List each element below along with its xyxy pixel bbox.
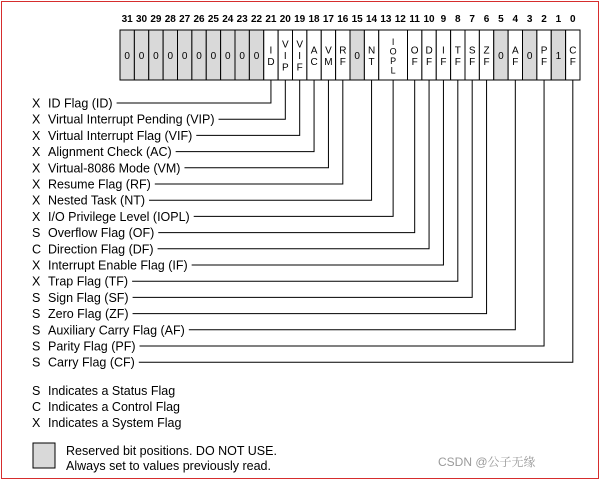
flag-name: Auxiliary Carry Flag (AF) [48, 323, 185, 338]
reserved-note-line1: Reserved bit positions. DO NOT USE. [66, 444, 277, 458]
bit-number: 23 [236, 14, 248, 25]
legend-code: X [32, 416, 41, 430]
flag-type-code: X [32, 274, 41, 289]
flag-name: Direction Flag (DF) [48, 242, 154, 257]
register-cell-label: S F [468, 45, 476, 68]
bit-number: 0 [570, 14, 576, 25]
bit-number: 12 [394, 14, 406, 25]
flag-type-code: S [32, 355, 41, 370]
bit-number: 1 [555, 14, 562, 25]
bit-number: 28 [164, 14, 176, 25]
register-cell-label: D F [425, 45, 433, 68]
flag-type-code: X [32, 128, 41, 143]
register-cell-label: 0 [253, 51, 260, 62]
legend-text: Indicates a Status Flag [48, 384, 176, 398]
flag-type-code: C [32, 242, 42, 257]
leader-line [117, 80, 271, 103]
flag-name: Overflow Flag (OF) [48, 226, 155, 241]
flag-type-code: X [32, 112, 41, 127]
bit-number: 27 [179, 14, 191, 25]
register-cell-label: P F [540, 45, 548, 68]
flag-type-code: S [32, 226, 41, 241]
leader-line [196, 80, 299, 135]
bit-number: 6 [483, 14, 490, 25]
flag-type-code: X [32, 161, 41, 176]
register-cell-label: 0 [498, 51, 504, 62]
reserved-note [33, 443, 277, 473]
flag-name: Alignment Check (AC) [48, 145, 172, 160]
bit-number: 14 [366, 14, 378, 25]
register-cell-label: T F [454, 45, 461, 68]
register-cell-label: 0 [196, 51, 202, 62]
flag-name: Trap Flag (TF) [48, 274, 129, 289]
flag-name: Parity Flag (PF) [48, 339, 136, 354]
register-cell-label: 0 [181, 51, 188, 62]
register-cell-label: 0 [225, 51, 231, 62]
register-cell-label: 0 [354, 51, 360, 62]
flag-type-code: X [32, 145, 41, 160]
legend-text: Indicates a Control Flag [48, 400, 181, 414]
reserved-swatch [33, 443, 55, 468]
flag-name: Zero Flag (ZF) [48, 307, 129, 322]
leader-line [158, 80, 429, 249]
bit-number: 29 [150, 14, 162, 25]
flag-name: Virtual-8086 Mode (VM) [48, 161, 181, 176]
register-cell-label: 0 [210, 51, 217, 62]
bit-number: 21 [265, 14, 277, 25]
bit-number: 17 [322, 14, 334, 25]
leader-line [219, 80, 286, 119]
register-cell-label: A C [310, 45, 318, 68]
bit-number: 30 [136, 14, 148, 25]
bit-number: 2 [541, 14, 547, 25]
flag-name: I/O Privilege Level (IOPL) [48, 209, 190, 224]
bit-number: 4 [512, 14, 519, 25]
register-cell-label: V I P [281, 39, 289, 74]
register-cell-label: V M [324, 45, 333, 68]
bit-number: 18 [308, 14, 320, 25]
bit-number: 8 [455, 14, 461, 25]
flag-type-code: X [32, 258, 41, 273]
legend-text: Indicates a System Flag [48, 416, 182, 430]
flag-name: Nested Task (NT) [48, 193, 146, 208]
flag-name: Sign Flag (SF) [48, 290, 129, 305]
register-cell-label: 0 [526, 51, 533, 62]
leader-line [132, 80, 458, 281]
bit-number: 7 [469, 14, 475, 25]
register-cell-label: 0 [138, 51, 145, 62]
register-cell-label: Z F [483, 45, 490, 68]
bit-number: 31 [121, 14, 133, 25]
bit-number: 3 [526, 14, 533, 25]
register-cell-label: I O P L [389, 36, 397, 76]
register-cell-label: A F [511, 45, 519, 68]
bit-number: 11 [409, 14, 420, 25]
watermark: CSDN @公子无缘 [438, 455, 536, 469]
bit-number-row [122, 14, 576, 25]
bit-number: 16 [337, 14, 349, 25]
register-cell-label: V I F [296, 39, 304, 74]
flag-type-code: S [32, 290, 41, 305]
flag-name: Carry Flag (CF) [48, 355, 135, 370]
bit-number: 25 [207, 14, 219, 25]
bit-number: 24 [222, 14, 234, 25]
register-cell-label: I D [267, 45, 275, 68]
bit-number: 10 [423, 14, 435, 25]
reserved-note-line2: Always set to values previously read. [66, 459, 271, 473]
flag-type-code: X [32, 96, 41, 111]
register-cell-label: I F [440, 45, 447, 68]
flag-type-code: S [32, 339, 41, 354]
bit-number: 9 [440, 14, 447, 25]
flag-type-legend [32, 384, 181, 430]
bit-number: 13 [380, 14, 392, 25]
leader-line [189, 80, 515, 330]
flag-name: ID Flag (ID) [48, 96, 113, 111]
leader-line [192, 80, 444, 265]
register-cell-label: 0 [124, 51, 130, 62]
register-cell-label: O F [410, 45, 419, 68]
bit-number: 20 [279, 14, 291, 25]
register-cell-label: N T [367, 45, 376, 68]
flag-name: Virtual Interrupt Pending (VIP) [48, 112, 215, 127]
flag-name: Virtual Interrupt Flag (VIF) [48, 128, 193, 143]
flag-type-code: X [32, 193, 41, 208]
legend-code: C [32, 400, 42, 414]
flag-type-code: S [32, 323, 41, 338]
bit-number: 26 [193, 14, 205, 25]
flag-type-code: S [32, 307, 41, 322]
flag-name: Resume Flag (RF) [48, 177, 151, 192]
bit-number: 19 [294, 14, 306, 25]
bit-number: 22 [251, 14, 263, 25]
leader-line [194, 80, 393, 216]
register-row [120, 30, 580, 80]
flag-type-code: X [32, 177, 41, 192]
bit-number: 5 [498, 14, 504, 25]
register-cell-label: 0 [167, 51, 174, 62]
register-cell-label: C F [569, 45, 577, 68]
bit-number: 15 [351, 14, 363, 25]
flag-type-code: X [32, 209, 41, 224]
register-cell-label: 0 [153, 51, 159, 62]
register-cell-label: 0 [239, 51, 245, 62]
flag-name: Interrupt Enable Flag (IF) [48, 258, 188, 273]
legend-code: S [32, 384, 41, 398]
register-cell-label: 1 [555, 51, 562, 62]
register-cell-label: R F [339, 45, 347, 68]
